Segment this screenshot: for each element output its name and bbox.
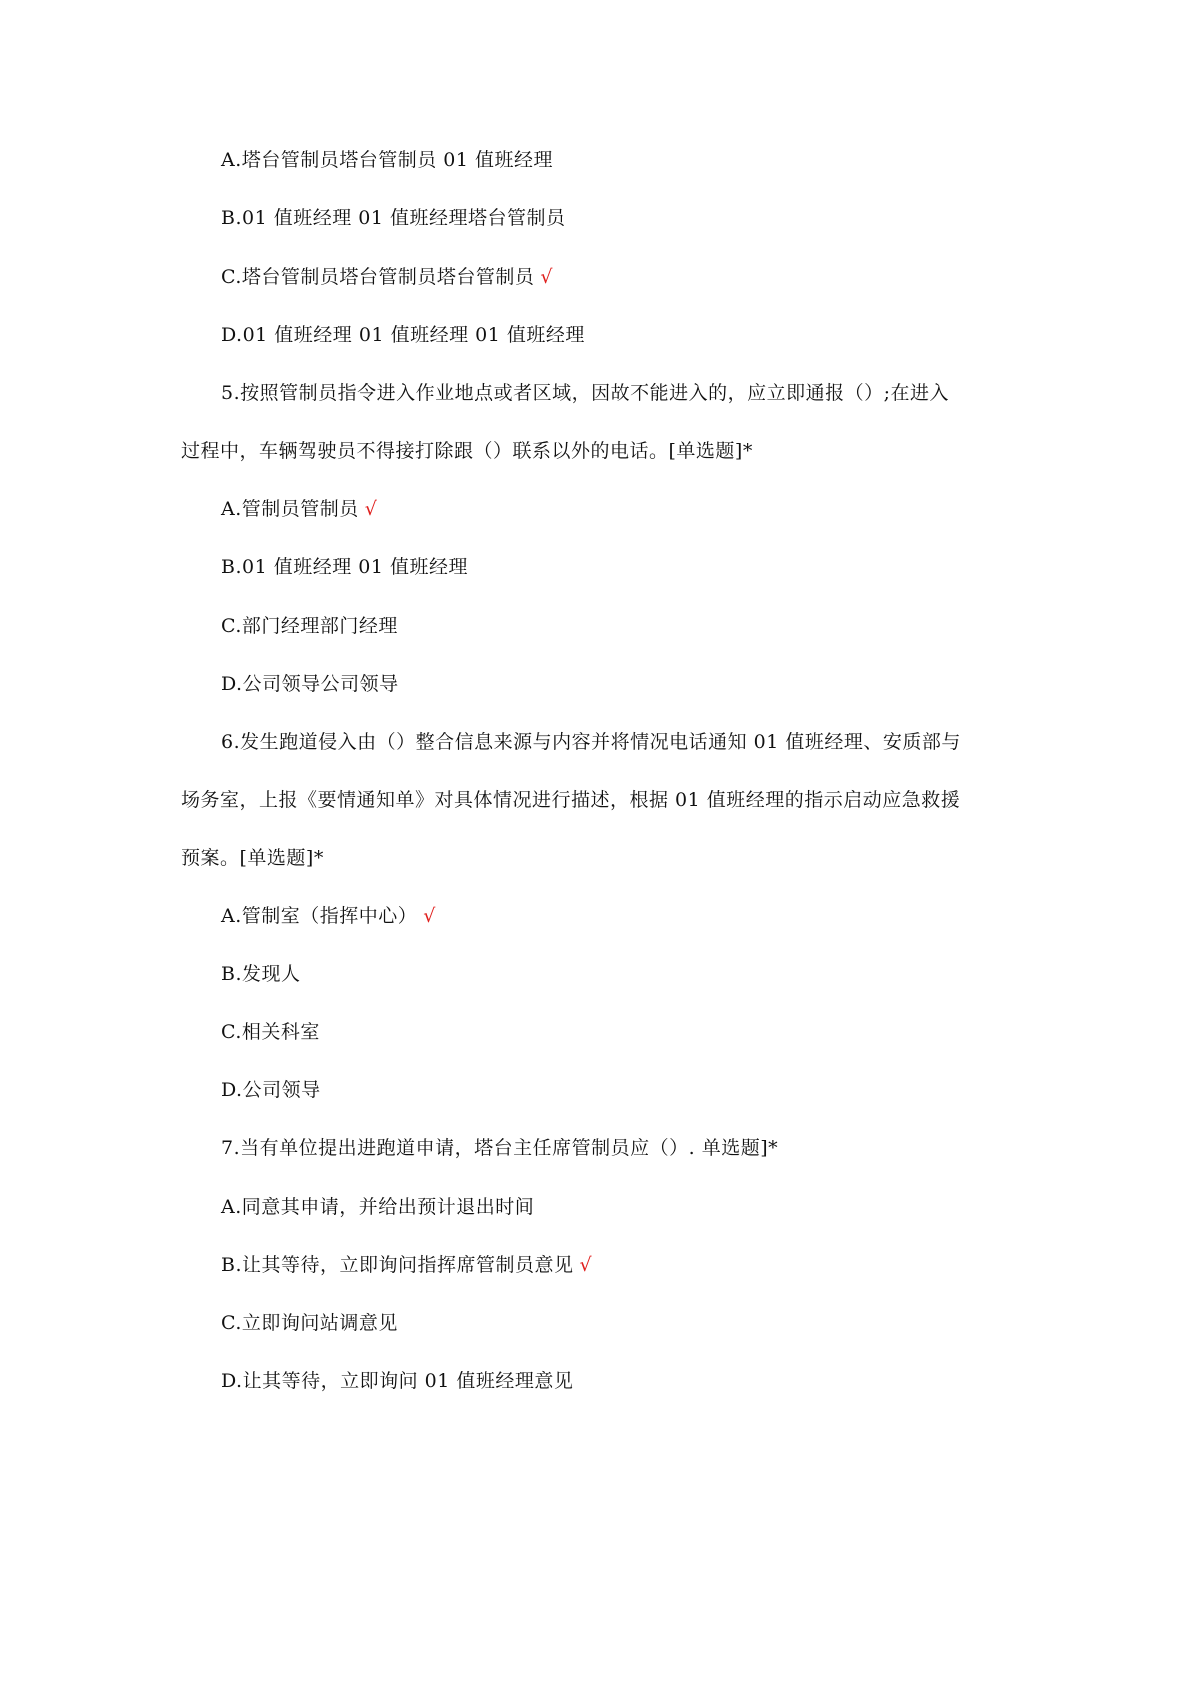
q5-option-b: B.01 值班经理 01 值班经理: [221, 556, 468, 578]
q6-option-d: D.公司领导: [221, 1079, 321, 1101]
q5-option-d: D.公司领导公司领导: [221, 673, 399, 695]
correct-check-icon: √: [540, 266, 554, 288]
q4-option-c: C.塔台管制员塔台管制员塔台管制员 √: [221, 266, 554, 288]
q7-option-a: A.同意其申请，并给出预计退出时间: [221, 1196, 535, 1218]
q6-option-a: A.管制室（指挥中心） √: [221, 905, 436, 927]
q5-text-line-2: 过程中，车辆驾驶员不得接打除跟（）联系以外的电话。[单选题]*: [181, 440, 753, 462]
correct-check-icon: √: [579, 1254, 593, 1276]
q4-option-d: D.01 值班经理 01 值班经理 01 值班经理: [221, 324, 585, 346]
q4-option-a: A.塔台管制员塔台管制员 01 值班经理: [221, 149, 554, 171]
correct-check-icon: √: [364, 498, 378, 520]
q6-text-line-1: 6.发生跑道侵入由（）整合信息来源与内容并将情况电话通知 01 值班经理、安质部与: [221, 731, 961, 753]
q6-text-line-2: 场务室，上报《要情通知单》对具体情况进行描述，根据 01 值班经理的指示启动应急救援: [181, 789, 961, 811]
q6-option-b: B.发现人: [221, 963, 301, 985]
q7-option-b: B.让其等待，立即询问指挥席管制员意见 √: [221, 1254, 593, 1276]
q7-option-c: C.立即询问站调意见: [221, 1312, 398, 1334]
q5-text-line-1: 5.按照管制员指令进入作业地点或者区域，因故不能进入的，应立即通报（）;在进入: [221, 382, 950, 404]
q4-option-b: B.01 值班经理 01 值班经理塔台管制员: [221, 207, 566, 229]
q7-text-line-1: 7.当有单位提出进跑道申请，塔台主任席管制员应（）. 单选题]*: [221, 1137, 779, 1159]
correct-check-icon: √: [423, 905, 436, 927]
q6-text-line-3: 预案。[单选题]*: [181, 847, 324, 869]
q7-option-d: D.让其等待，立即询问 01 值班经理意见: [221, 1370, 574, 1392]
q5-option-c: C.部门经理部门经理: [221, 615, 398, 637]
q5-option-a: A.管制员管制员 √: [221, 498, 378, 520]
q6-option-c: C.相关科室: [221, 1021, 320, 1043]
